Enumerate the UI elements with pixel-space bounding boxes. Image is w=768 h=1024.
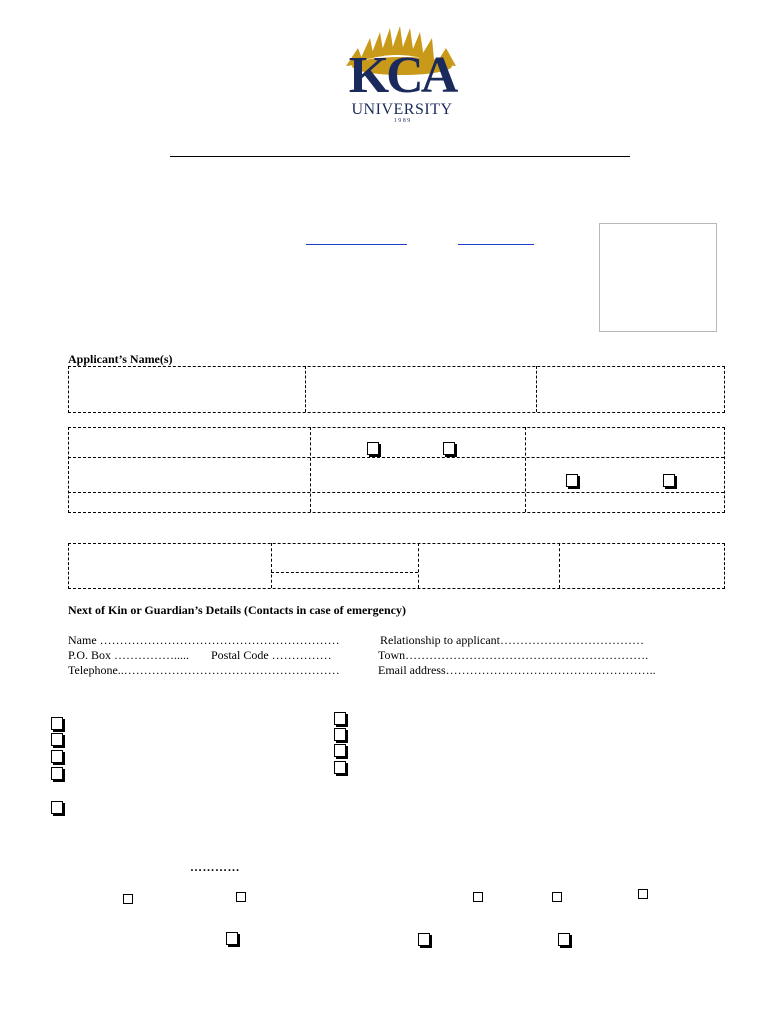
contact-col-divider-3: [559, 543, 560, 588]
bottom-checkbox-1[interactable]: [226, 932, 238, 945]
logo-letters: KCA: [348, 47, 456, 104]
kin-po-box-field[interactable]: P.O. Box …………….....: [68, 648, 190, 662]
option-checkbox-left-3[interactable]: [51, 750, 63, 763]
gender-option-1-checkbox[interactable]: [367, 442, 379, 455]
logo-year: 1 9 8 9: [393, 118, 411, 124]
logo-university-text: UNIVERSITY: [351, 101, 453, 118]
applicant-names-label: Applicant’s Name(s): [68, 352, 173, 366]
small-checkbox-5[interactable]: [638, 889, 648, 899]
status-option-2-checkbox[interactable]: [663, 474, 675, 487]
kin-email-field[interactable]: Email address……………………………………………..: [378, 663, 656, 677]
kin-name-field[interactable]: Name ……………………………………………………: [68, 633, 340, 647]
blank-link-1[interactable]: [306, 244, 407, 245]
option-checkbox-left-1[interactable]: [51, 717, 63, 730]
header-rule: [170, 156, 630, 157]
option-checkbox-right-2[interactable]: [334, 728, 346, 741]
small-checkbox-2[interactable]: [236, 892, 246, 902]
contact-sub-row-divider: [271, 572, 418, 573]
bottom-checkbox-2[interactable]: [418, 933, 430, 946]
small-checkbox-3[interactable]: [473, 892, 483, 902]
personal-details-col-divider-2: [525, 427, 526, 512]
gender-option-2-checkbox[interactable]: [443, 442, 455, 455]
option-checkbox-right-1[interactable]: [334, 712, 346, 725]
option-checkbox-left-5[interactable]: [51, 801, 63, 814]
applicant-surname-field[interactable]: [69, 367, 304, 411]
applicant-first-name-field[interactable]: [307, 367, 535, 411]
contact-table: [68, 543, 725, 589]
kin-postal-code-field[interactable]: Postal Code ……………: [211, 648, 332, 662]
applicant-name-cell-divider-2: [536, 366, 537, 412]
option-checkbox-right-3[interactable]: [334, 744, 346, 757]
kin-town-field[interactable]: Town…………………………………………………….: [378, 648, 649, 662]
small-checkbox-1[interactable]: [123, 894, 133, 904]
contact-col-divider-2: [418, 543, 419, 588]
option-checkbox-right-4[interactable]: [334, 761, 346, 774]
dotted-filler: …………: [190, 860, 240, 874]
university-logo: [340, 26, 464, 126]
bottom-checkbox-3[interactable]: [558, 933, 570, 946]
next-of-kin-heading: Next of Kin or Guardian’s Details (Contacts in case of emergency): [68, 603, 406, 617]
passport-photo-box: [599, 223, 717, 332]
small-checkbox-4[interactable]: [552, 892, 562, 902]
status-option-1-checkbox[interactable]: [566, 474, 578, 487]
kin-telephone-field[interactable]: Telephone..………………………………………………: [68, 663, 340, 677]
personal-details-col-divider-1: [310, 427, 311, 512]
kin-relationship-field[interactable]: Relationship to applicant………………………………: [380, 633, 644, 647]
personal-details-row-divider-1: [68, 457, 724, 458]
option-checkbox-left-2[interactable]: [51, 733, 63, 746]
blank-link-2[interactable]: [458, 244, 534, 245]
personal-details-table: [68, 427, 725, 513]
option-checkbox-left-4[interactable]: [51, 767, 63, 780]
contact-col-divider-1: [271, 543, 272, 588]
applicant-name-cell-divider-1: [305, 366, 306, 412]
personal-details-row-divider-2: [68, 492, 724, 493]
applicant-other-names-field[interactable]: [538, 367, 722, 411]
